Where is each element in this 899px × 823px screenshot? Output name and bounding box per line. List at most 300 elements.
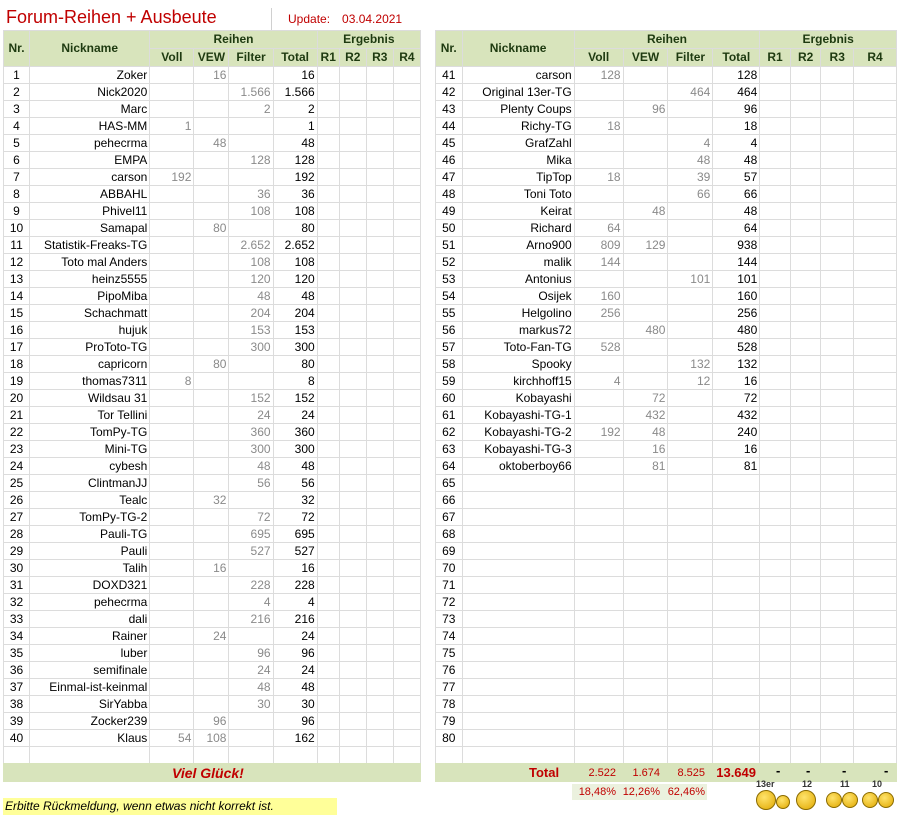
row-r3 — [366, 492, 393, 509]
row-r4 — [854, 645, 897, 662]
row-vew — [623, 84, 668, 101]
row-voll — [574, 84, 623, 101]
row-nr: 2 — [4, 84, 30, 101]
row-r2 — [339, 203, 366, 220]
row-r4 — [393, 424, 420, 441]
row-filter: 24 — [229, 407, 273, 424]
row-voll — [574, 509, 623, 526]
row-vew — [194, 509, 229, 526]
row-vew — [194, 288, 229, 305]
row-nickname: luber — [30, 645, 150, 662]
row-nr: 73 — [436, 611, 463, 628]
row-filter — [668, 322, 713, 339]
row-vew — [623, 577, 668, 594]
row-r3 — [366, 407, 393, 424]
row-vew — [623, 662, 668, 679]
row-r4 — [854, 390, 897, 407]
row-vew — [194, 611, 229, 628]
update-label: Update: — [288, 12, 331, 26]
row-r4 — [854, 84, 897, 101]
row-r2 — [790, 475, 821, 492]
row-r3 — [821, 135, 854, 152]
row-total: 300 — [273, 339, 317, 356]
row-filter — [668, 628, 713, 645]
row-voll — [150, 356, 194, 373]
row-total: 80 — [273, 220, 317, 237]
row-r4 — [393, 84, 420, 101]
row-total — [713, 543, 760, 560]
row-r3 — [821, 628, 854, 645]
row-voll — [574, 662, 623, 679]
row-r3 — [366, 662, 393, 679]
update-info — [288, 12, 402, 26]
row-filter — [229, 713, 273, 730]
header-total: Total — [713, 49, 760, 67]
table-row — [4, 543, 421, 560]
row-nr: 46 — [436, 152, 463, 169]
row-nickname: Einmal-ist-keinmal — [30, 679, 150, 696]
row-r2 — [339, 373, 366, 390]
row-vew: 480 — [623, 322, 668, 339]
row-nickname: Kobayashi — [462, 390, 574, 407]
row-total: 16 — [273, 67, 317, 84]
row-r2 — [790, 390, 821, 407]
row-total: 16 — [713, 373, 760, 390]
row-vew — [623, 305, 668, 322]
row-total — [713, 679, 760, 696]
row-vew — [194, 475, 229, 492]
row-r1 — [760, 679, 791, 696]
row-r4 — [854, 101, 897, 118]
row-filter: 300 — [229, 339, 273, 356]
row-total — [713, 696, 760, 713]
table-row — [436, 271, 897, 288]
row-vew — [194, 339, 229, 356]
row-r4 — [854, 169, 897, 186]
table-row — [436, 730, 897, 747]
row-vew — [623, 679, 668, 696]
row-r2 — [790, 101, 821, 118]
row-nickname — [462, 526, 574, 543]
row-r1 — [317, 67, 339, 84]
row-filter — [229, 560, 273, 577]
row-nr: 4 — [4, 118, 30, 135]
row-total: 24 — [273, 628, 317, 645]
table-row — [4, 390, 421, 407]
row-vew — [623, 560, 668, 577]
row-vew — [623, 645, 668, 662]
row-nr: 37 — [4, 679, 30, 696]
header-r2: R2 — [339, 49, 366, 67]
row-nr: 29 — [4, 543, 30, 560]
table-row — [4, 101, 421, 118]
row-r2 — [790, 305, 821, 322]
table-row — [436, 118, 897, 135]
row-voll — [574, 492, 623, 509]
row-vew — [623, 628, 668, 645]
row-r4 — [854, 577, 897, 594]
smiley-10-b-icon — [878, 792, 894, 808]
row-nr: 8 — [4, 186, 30, 203]
row-nickname — [462, 560, 574, 577]
row-nr: 45 — [436, 135, 463, 152]
row-voll: 144 — [574, 254, 623, 271]
update-date: 03.04.2021 — [342, 12, 403, 26]
spacer-cell — [366, 747, 393, 764]
row-total: 48 — [273, 288, 317, 305]
row-r3 — [821, 118, 854, 135]
row-filter — [229, 730, 273, 747]
row-r3 — [821, 407, 854, 424]
row-nickname: Zocker239 — [30, 713, 150, 730]
row-r2 — [339, 237, 366, 254]
row-r2 — [790, 67, 821, 84]
row-r1 — [760, 475, 791, 492]
row-total: 48 — [713, 203, 760, 220]
table-row — [4, 526, 421, 543]
row-voll — [574, 594, 623, 611]
row-vew — [623, 169, 668, 186]
row-vew: 16 — [623, 441, 668, 458]
row-r2 — [339, 628, 366, 645]
row-r2 — [790, 118, 821, 135]
header-reihen: Reihen — [150, 31, 317, 49]
row-total — [713, 628, 760, 645]
table-row — [4, 67, 421, 84]
row-filter — [229, 628, 273, 645]
row-voll — [574, 203, 623, 220]
table-row — [4, 118, 421, 135]
row-vew — [194, 322, 229, 339]
row-r4 — [854, 628, 897, 645]
row-nr: 5 — [4, 135, 30, 152]
row-nr: 51 — [436, 237, 463, 254]
row-filter: 132 — [668, 356, 713, 373]
row-vew — [623, 696, 668, 713]
spacer-cell — [574, 747, 623, 764]
row-r4 — [854, 356, 897, 373]
row-nr: 44 — [436, 118, 463, 135]
badge-12-label: 12 — [802, 779, 813, 789]
row-filter: 2 — [229, 101, 273, 118]
row-r3 — [821, 254, 854, 271]
row-filter — [229, 67, 273, 84]
spacer-cell — [317, 747, 339, 764]
row-r2 — [790, 135, 821, 152]
row-voll — [574, 390, 623, 407]
header-voll: Voll — [150, 49, 194, 67]
row-nickname: Wildsau 31 — [30, 390, 150, 407]
row-voll — [150, 509, 194, 526]
row-vew — [194, 118, 229, 135]
row-nickname: Toni Toto — [462, 186, 574, 203]
row-vew — [194, 407, 229, 424]
table-row — [4, 577, 421, 594]
row-total: 153 — [273, 322, 317, 339]
table-row — [436, 356, 897, 373]
row-nickname: Talih — [30, 560, 150, 577]
row-voll — [150, 628, 194, 645]
row-total: 80 — [273, 356, 317, 373]
row-r1 — [760, 509, 791, 526]
row-filter: 153 — [229, 322, 273, 339]
row-r1 — [317, 679, 339, 696]
row-total: 18 — [713, 118, 760, 135]
row-r4 — [393, 305, 420, 322]
row-total: 57 — [713, 169, 760, 186]
table-row — [436, 237, 897, 254]
row-r1 — [317, 424, 339, 441]
row-r4 — [854, 696, 897, 713]
row-nr: 28 — [4, 526, 30, 543]
row-r4 — [393, 288, 420, 305]
spacer-cell — [150, 747, 194, 764]
row-nickname: malik — [462, 254, 574, 271]
row-nickname: pehecrma — [30, 135, 150, 152]
row-voll — [574, 679, 623, 696]
row-r2 — [790, 407, 821, 424]
row-r4 — [393, 560, 420, 577]
total-all: 13.649 — [716, 765, 756, 780]
row-filter — [668, 67, 713, 84]
row-total — [713, 577, 760, 594]
table-row — [436, 492, 897, 509]
row-vew: 48 — [194, 135, 229, 152]
table-row — [4, 628, 421, 645]
row-r1 — [317, 628, 339, 645]
smiley-small-icon — [776, 795, 790, 809]
badge-13er-label: 13er — [756, 779, 775, 789]
right-table — [435, 30, 897, 764]
table-row — [436, 169, 897, 186]
row-voll — [150, 679, 194, 696]
row-r4 — [854, 407, 897, 424]
header-nickname: Nickname — [462, 31, 574, 67]
row-r3 — [821, 458, 854, 475]
row-filter: 48 — [668, 152, 713, 169]
title-separator — [271, 8, 272, 30]
row-r4 — [854, 339, 897, 356]
good-luck-text: Viel Glück! — [172, 765, 244, 781]
table-row — [4, 186, 421, 203]
row-filter — [229, 169, 273, 186]
row-filter: 152 — [229, 390, 273, 407]
row-voll — [574, 101, 623, 118]
row-r4 — [854, 135, 897, 152]
row-r3 — [366, 594, 393, 611]
row-total: 96 — [273, 645, 317, 662]
row-total: 120 — [273, 271, 317, 288]
row-r2 — [790, 492, 821, 509]
row-r3 — [366, 730, 393, 747]
row-vew: 96 — [194, 713, 229, 730]
row-nickname: Samapal — [30, 220, 150, 237]
table-row — [4, 492, 421, 509]
row-r1 — [317, 526, 339, 543]
row-r2 — [790, 509, 821, 526]
row-voll: 528 — [574, 339, 623, 356]
row-total — [713, 645, 760, 662]
row-r1 — [317, 288, 339, 305]
row-r1 — [760, 84, 791, 101]
row-r4 — [393, 628, 420, 645]
row-total: 4 — [273, 594, 317, 611]
row-vew — [194, 679, 229, 696]
row-nickname: PipoMiba — [30, 288, 150, 305]
total-r4: - — [884, 763, 889, 778]
row-total: 192 — [273, 169, 317, 186]
row-r3 — [366, 271, 393, 288]
row-total: 48 — [713, 152, 760, 169]
row-r1 — [317, 560, 339, 577]
row-filter — [668, 305, 713, 322]
row-r2 — [790, 458, 821, 475]
row-r3 — [366, 169, 393, 186]
row-nickname — [462, 696, 574, 713]
row-r4 — [393, 526, 420, 543]
row-total: 8 — [273, 373, 317, 390]
row-r2 — [339, 135, 366, 152]
table-row — [436, 577, 897, 594]
table-row — [4, 645, 421, 662]
table-row — [436, 441, 897, 458]
table-row — [436, 645, 897, 662]
row-r1 — [317, 101, 339, 118]
row-r1 — [317, 322, 339, 339]
row-filter — [229, 220, 273, 237]
row-r3 — [821, 101, 854, 118]
row-r4 — [393, 509, 420, 526]
row-vew — [194, 543, 229, 560]
table-row — [4, 679, 421, 696]
row-filter: 228 — [229, 577, 273, 594]
row-vew — [623, 339, 668, 356]
row-nickname: thomas7311 — [30, 373, 150, 390]
row-r4 — [393, 492, 420, 509]
row-r4 — [393, 679, 420, 696]
row-vew — [623, 254, 668, 271]
row-r2 — [339, 645, 366, 662]
header-total: Total — [273, 49, 317, 67]
row-r3 — [821, 645, 854, 662]
row-nr: 55 — [436, 305, 463, 322]
table-row — [436, 662, 897, 679]
row-r2 — [790, 84, 821, 101]
row-vew — [623, 135, 668, 152]
row-r3 — [366, 577, 393, 594]
table-row — [436, 475, 897, 492]
row-filter — [668, 288, 713, 305]
row-voll — [574, 407, 623, 424]
row-r2 — [339, 543, 366, 560]
row-r2 — [790, 356, 821, 373]
row-r2 — [339, 118, 366, 135]
row-vew — [194, 101, 229, 118]
row-vew — [194, 662, 229, 679]
spacer-cell — [713, 747, 760, 764]
row-r1 — [317, 713, 339, 730]
row-r1 — [760, 458, 791, 475]
row-r2 — [339, 713, 366, 730]
pct-vew: 12,26% — [622, 786, 660, 798]
row-nickname: EMPA — [30, 152, 150, 169]
row-r2 — [790, 339, 821, 356]
row-r3 — [821, 696, 854, 713]
table-row — [4, 373, 421, 390]
row-total: 204 — [273, 305, 317, 322]
row-nr: 75 — [436, 645, 463, 662]
row-nr: 80 — [436, 730, 463, 747]
row-r2 — [790, 237, 821, 254]
row-r4 — [393, 713, 420, 730]
row-r1 — [760, 628, 791, 645]
row-r4 — [393, 577, 420, 594]
row-vew: 80 — [194, 356, 229, 373]
table-row — [4, 730, 421, 747]
row-r3 — [821, 577, 854, 594]
total-label: Total — [529, 765, 560, 780]
row-r2 — [339, 271, 366, 288]
table-row — [4, 237, 421, 254]
row-r4 — [393, 696, 420, 713]
row-vew — [194, 169, 229, 186]
table-row — [436, 220, 897, 237]
row-voll — [150, 696, 194, 713]
row-total: 464 — [713, 84, 760, 101]
header-r4: R4 — [393, 49, 420, 67]
row-total: 101 — [713, 271, 760, 288]
row-nickname: Kobayashi-TG-3 — [462, 441, 574, 458]
row-voll — [574, 475, 623, 492]
row-nickname: Pauli-TG — [30, 526, 150, 543]
total-vew: 1.674 — [632, 767, 660, 779]
row-r3 — [366, 322, 393, 339]
row-filter — [668, 424, 713, 441]
total-r3: - — [842, 763, 847, 778]
row-r4 — [393, 475, 420, 492]
header-ergebnis: Ergebnis — [317, 31, 420, 49]
row-filter — [668, 203, 713, 220]
row-r2 — [790, 220, 821, 237]
row-r3 — [366, 526, 393, 543]
row-r1 — [760, 373, 791, 390]
row-nickname: Arno900 — [462, 237, 574, 254]
table-row — [4, 322, 421, 339]
row-r4 — [393, 441, 420, 458]
row-r4 — [393, 186, 420, 203]
row-nickname: Mini-TG — [30, 441, 150, 458]
row-r3 — [821, 373, 854, 390]
row-nr: 32 — [4, 594, 30, 611]
row-nickname: dali — [30, 611, 150, 628]
row-r4 — [393, 152, 420, 169]
row-nickname: Antonius — [462, 271, 574, 288]
table-row — [4, 475, 421, 492]
row-nickname: SirYabba — [30, 696, 150, 713]
row-filter — [668, 645, 713, 662]
row-vew — [623, 152, 668, 169]
row-vew — [623, 594, 668, 611]
row-r1 — [317, 220, 339, 237]
row-voll — [150, 390, 194, 407]
row-nickname — [462, 611, 574, 628]
row-filter — [668, 713, 713, 730]
row-r2 — [339, 254, 366, 271]
row-nickname: Klaus — [30, 730, 150, 747]
row-r2 — [339, 152, 366, 169]
total-r2: - — [806, 763, 811, 778]
row-r3 — [821, 288, 854, 305]
